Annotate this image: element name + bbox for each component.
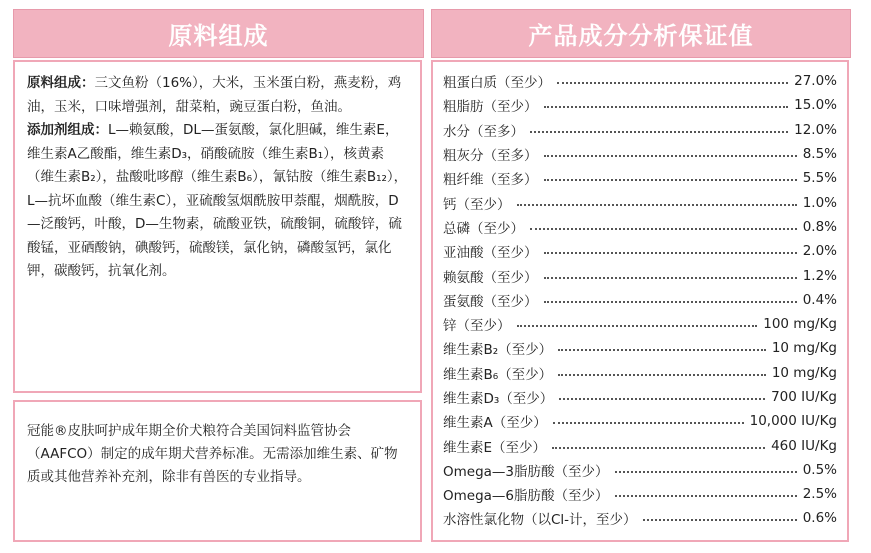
nutrient-name: Omega—6脂肪酸（至少）: [443, 488, 609, 505]
analysis-row: [443, 215, 837, 239]
analysis-row: [443, 69, 837, 93]
dot-leader: [530, 131, 788, 133]
dot-leader: [559, 398, 765, 400]
dot-leader: [615, 495, 797, 497]
analysis-row: [443, 433, 837, 457]
dot-leader: [517, 325, 758, 327]
nutrient-value: 0.5%: [802, 461, 837, 478]
ingredients-panel: [13, 60, 422, 393]
additives-paragraph: [27, 119, 408, 284]
analysis-heading: [431, 9, 851, 58]
nutrient-name: 粗灰分（至多）: [443, 148, 538, 165]
analysis-panel: [431, 60, 849, 542]
aafco-note-panel: [13, 400, 422, 542]
dot-leader: [544, 179, 797, 181]
nutrient-name: 锌（至少）: [443, 318, 511, 335]
ingredients-label: 原料组成：: [27, 75, 95, 91]
analysis-row: [443, 409, 837, 433]
analysis-row: [443, 385, 837, 409]
analysis-row: [443, 239, 837, 263]
dot-leader: [544, 277, 797, 279]
nutrient-value: 0.4%: [802, 291, 837, 308]
nutrient-value: 8.5%: [802, 146, 837, 163]
nutrient-name: 维生素B₂（至少）: [443, 342, 553, 359]
nutrient-name: 维生素E（至少）: [443, 439, 547, 456]
dot-leader: [544, 106, 789, 108]
nutrient-name: Omega—3脂肪酸（至少）: [443, 463, 609, 480]
analysis-row: [443, 506, 837, 530]
ingredients-paragraph: [27, 72, 408, 119]
dot-leader: [517, 204, 797, 206]
nutrient-name: 维生素D₃（至少）: [443, 391, 554, 407]
dot-leader: [530, 228, 797, 230]
nutrient-value: 0.8%: [802, 218, 837, 235]
nutrient-name: 粗蛋白质（至少）: [443, 75, 551, 92]
nutrient-name: 蛋氨酸（至少）: [443, 293, 538, 310]
dot-leader: [557, 82, 788, 84]
additives-text: L—赖氨酸，DL—蛋氨酸，氯化胆碱，维生素E，维生素A乙酸酯，维生素D₃，硝酸硫胺（维生素B₁），核黄素（维生素B₂），盐酸吡哆醇（维生素B₆），氰钴胺（维生素B₁₂），L—抗坏血酸（维生素C），亚硫酸氢烟酰胺甲萘醌，烟酰胺，D—泛酸钙，叶酸，D—生物素，硫酸亚铁，硫酸铜，硫酸锌，硫酸锰，亚硒酸钠，碘酸钙，硫酸镁，氯化钠，磷酸氢钙，氯化钾，碳酸钙，抗氧化剂。: [27, 122, 408, 279]
nutrient-name: 维生素B₆（至少）: [443, 366, 553, 383]
dot-leader: [544, 301, 797, 303]
nutrient-name: 粗脂肪（至少）: [443, 99, 538, 116]
analysis-row: [443, 482, 837, 506]
ingredients-heading-text: 原料组成: [168, 22, 269, 50]
dot-leader: [544, 252, 797, 254]
nutrient-value: 12.0%: [794, 121, 837, 138]
analysis-heading-text: 产品成分分析保证值: [528, 22, 754, 50]
nutrient-name: 亚油酸（至少）: [443, 245, 538, 262]
nutrient-value: 100 mg/Kg: [763, 316, 837, 333]
analysis-table: [443, 69, 837, 531]
analysis-row: [443, 93, 837, 117]
nutrient-value: 27.0%: [794, 73, 837, 90]
dot-leader: [558, 349, 766, 351]
analysis-row: [443, 263, 837, 287]
dot-leader: [552, 447, 765, 449]
nutrient-value: 2.5%: [802, 486, 837, 503]
additives-label: 添加剂组成：: [27, 122, 108, 138]
nutrient-value: 460 IU/Kg: [771, 437, 837, 454]
analysis-row: [443, 190, 837, 214]
nutrient-value: 10 mg/Kg: [771, 340, 837, 357]
nutrient-value: 700 IU/Kg: [771, 389, 837, 405]
analysis-row: [443, 288, 837, 312]
dot-leader: [615, 471, 797, 473]
analysis-row: [443, 118, 837, 142]
dot-leader: [553, 422, 744, 424]
nutrient-value: 1.0%: [802, 194, 837, 211]
nutrient-name: 粗纤维（至多）: [443, 172, 538, 189]
dot-leader: [544, 155, 797, 157]
analysis-row: [443, 142, 837, 166]
nutrient-value: 15.0%: [794, 97, 837, 114]
nutrient-value: 1.2%: [802, 267, 837, 284]
nutrient-name: 维生素A（至少）: [443, 415, 547, 432]
dot-leader: [643, 519, 797, 521]
nutrient-name: 总磷（至少）: [443, 220, 524, 237]
nutrient-name: 赖氨酸（至少）: [443, 269, 538, 286]
nutrient-value: 10,000 IU/Kg: [749, 413, 837, 430]
nutrient-value: 5.5%: [802, 170, 837, 187]
ingredients-text: 三文鱼粉（16%），大米，玉米蛋白粉，燕麦粉，鸡油，玉米，口味增强剂，甜菜粕，豌豆蛋白粉，鱼油。: [27, 75, 402, 115]
analysis-row: [443, 312, 837, 336]
ingredients-heading: [13, 9, 424, 58]
nutrient-value: 10 mg/Kg: [771, 364, 837, 381]
analysis-row: [443, 458, 837, 482]
analysis-row: [443, 336, 837, 360]
nutrient-value: 2.0%: [802, 243, 837, 260]
analysis-row: [443, 361, 837, 385]
aafco-note-text: 冠能®皮肤呵护成年期全价犬粮符合美国饲料监管协会（AAFCO）制定的成年期犬营养标准。无需添加维生素、矿物质或其他营养补充剂，除非有兽医的专业指导。: [27, 423, 398, 485]
nutrient-name: 钙（至少）: [443, 196, 511, 213]
nutrient-value: 0.6%: [802, 510, 837, 527]
nutrient-name: 水分（至多）: [443, 123, 524, 140]
nutrient-name: 水溶性氯化物（以Cl-计，至少）: [443, 512, 637, 529]
dot-leader: [558, 374, 766, 376]
analysis-row: [443, 166, 837, 190]
